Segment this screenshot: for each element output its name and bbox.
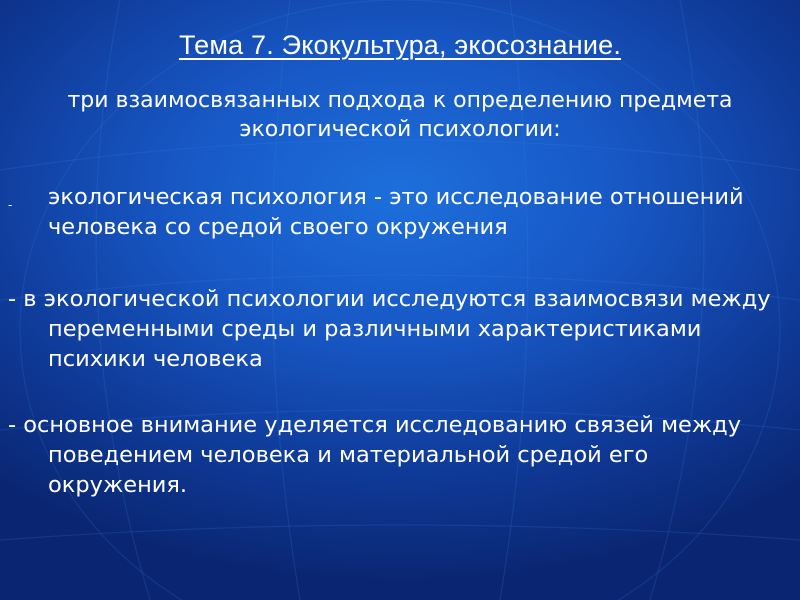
list-item — [8, 410, 788, 500]
list-item-text: экологическая психология - это исследование отношений человека со средой своего окружения — [48, 184, 744, 240]
slide-subtitle: три взаимосвязанных подхода к определению предмета экологической психологии: — [67, 88, 733, 142]
list-item-text: - основное внимание уделяется исследованию связей между поведением человека и материальной средой его окружения. — [8, 412, 742, 498]
slide-title: Тема 7. Экокультура, экосознание. — [178, 30, 622, 60]
dash-marker: - — [8, 198, 13, 212]
list-item-text: - в экологической психологии исследуются взаимосвязи между переменными среды и различными характеристиками психики человека — [8, 286, 771, 372]
list-item — [8, 182, 788, 242]
list-item — [8, 284, 788, 374]
